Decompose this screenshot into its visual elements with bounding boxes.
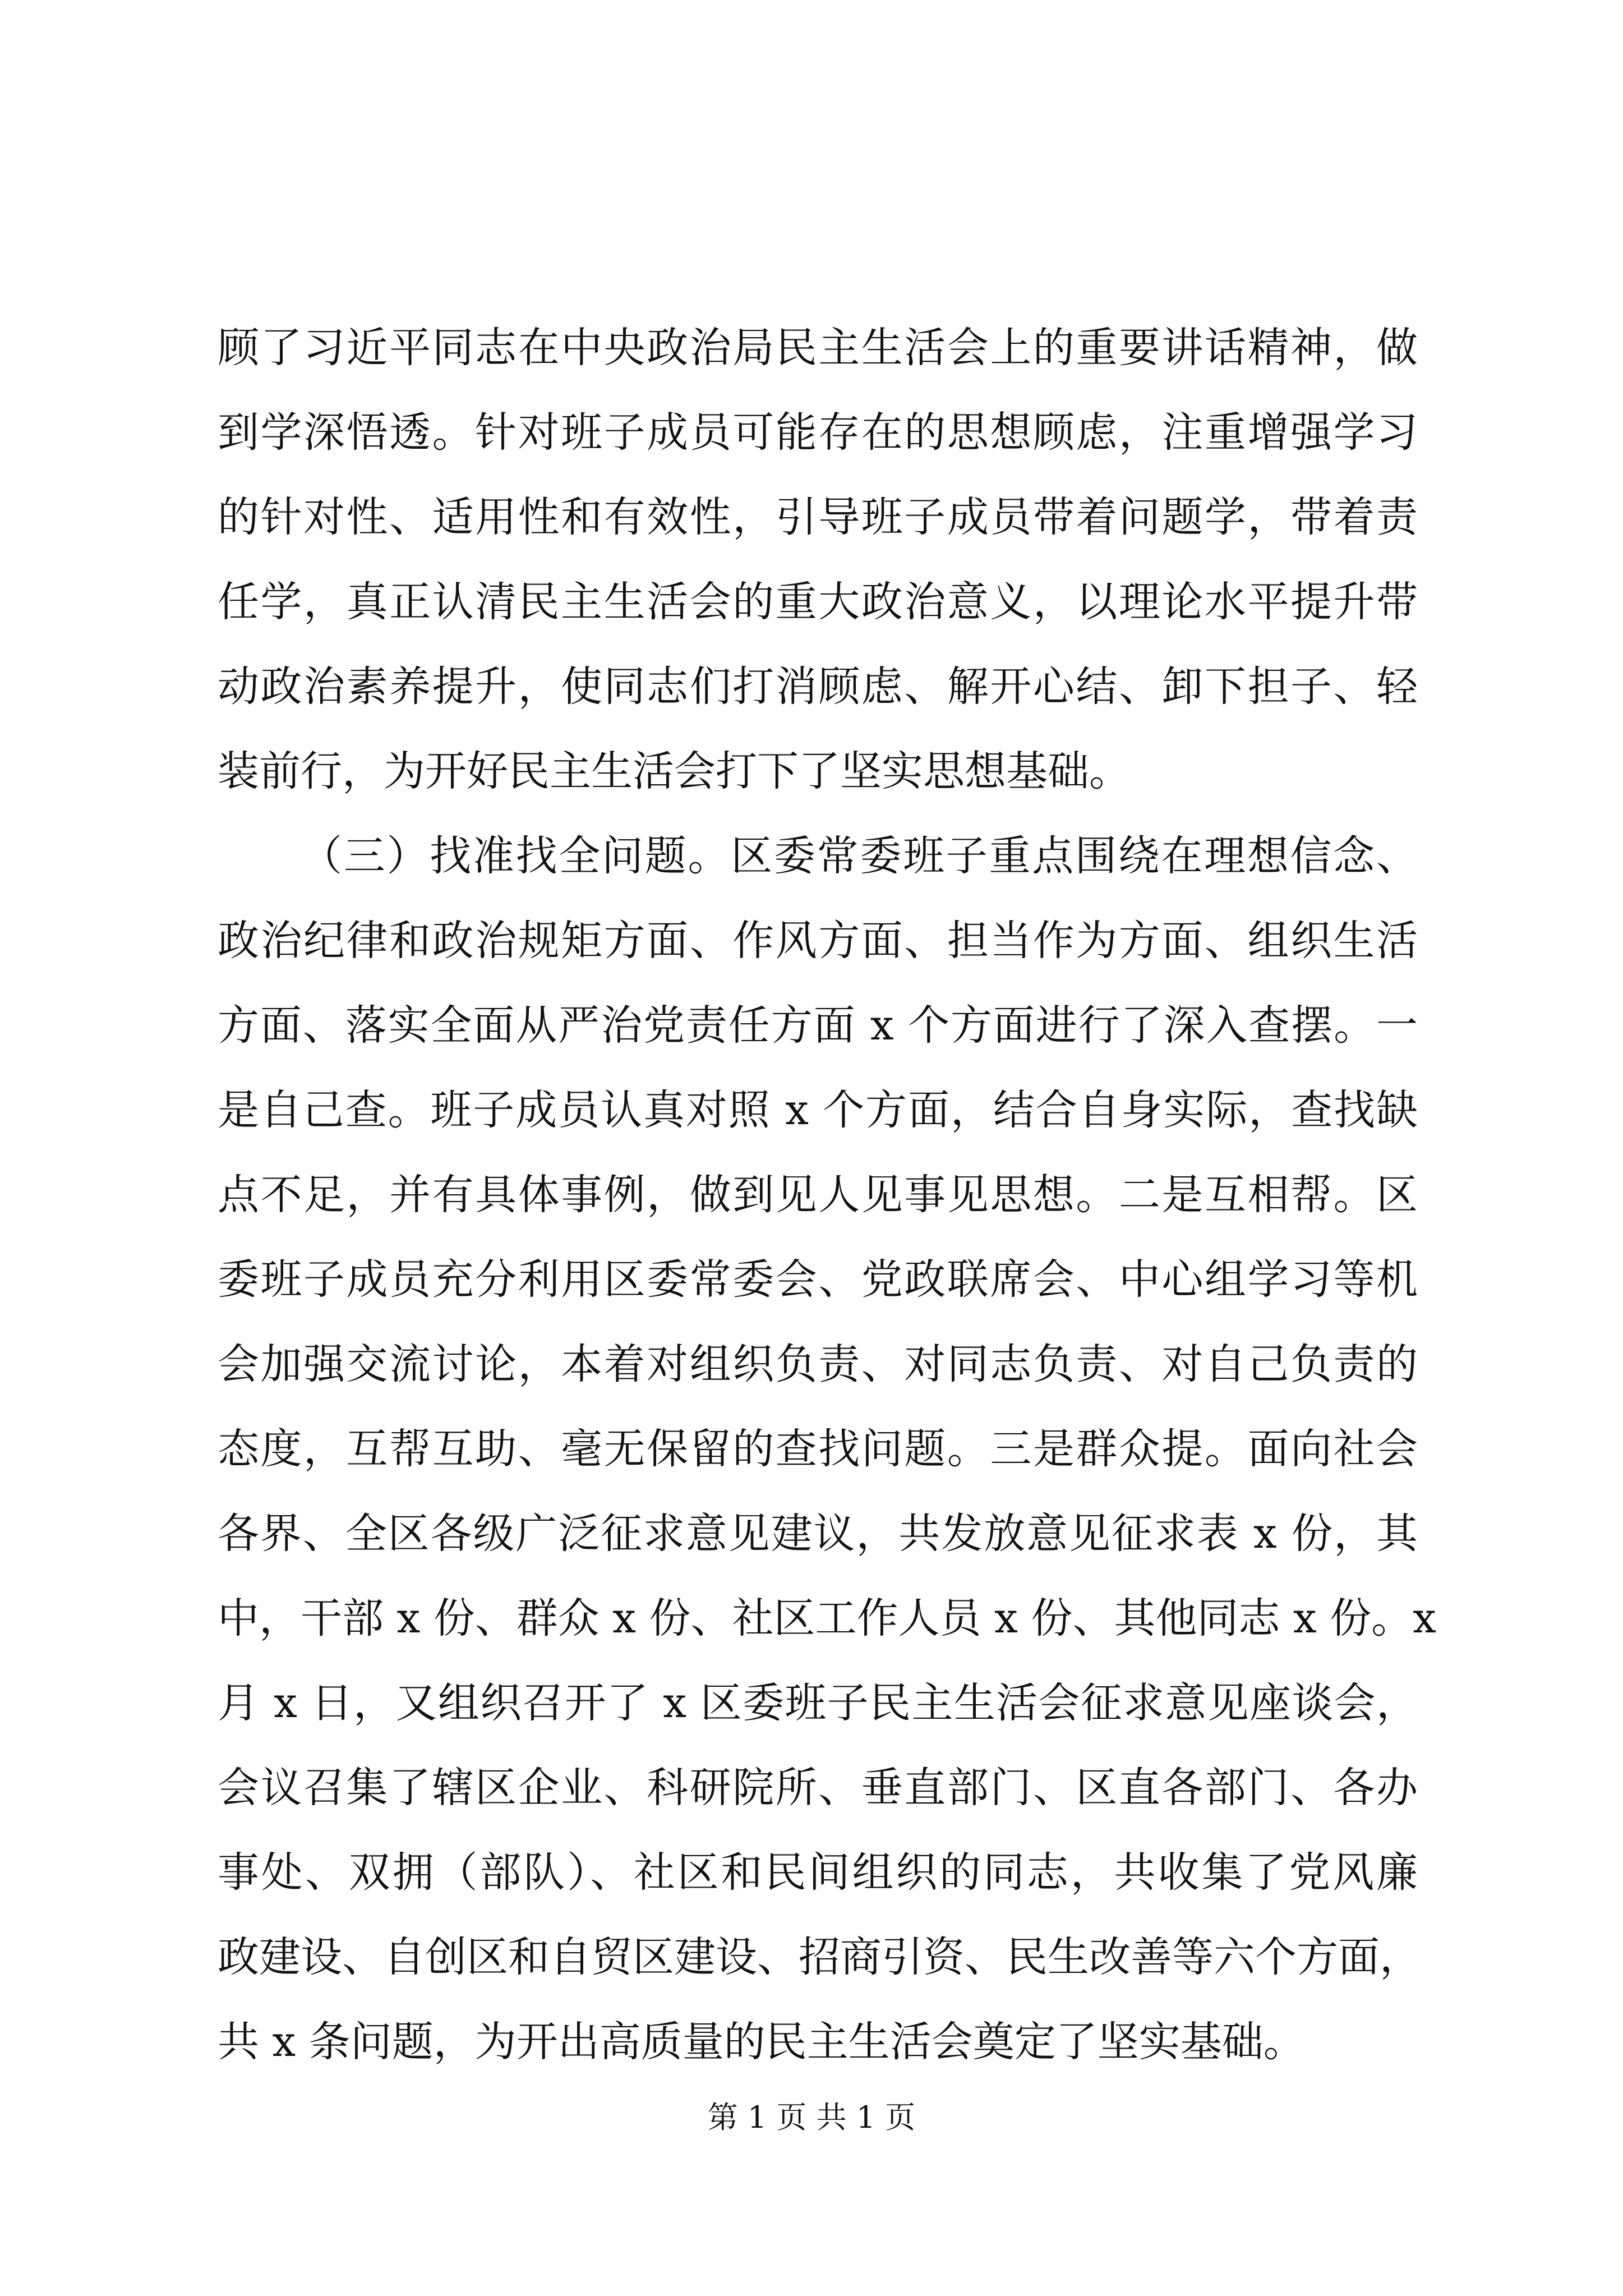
text-line: 点不足，并有具体事例，做到见人见事见思想。二是互相帮。区 — [218, 1171, 1418, 1219]
text-line: 的针对性、适用性和有效性，引导班子成员带着问题学，带着责 — [218, 493, 1418, 541]
text-line: 政治纪律和政治规矩方面、作风方面、担当作为方面、组织生活 — [218, 917, 1418, 965]
text-line: 中，干部 x 份、群众 x 份、社区工作人员 x 份、其他同志 x 份。x — [218, 1594, 1436, 1642]
text-line: 态度，互帮互助、毫无保留的查找问题。三是群众提。面向社会 — [218, 1425, 1418, 1473]
text-line: 共 x 条问题，为开出高质量的民主生活会奠定了坚实基础。 — [218, 2018, 1305, 2066]
text-line: 顾了习近平同志在中央政治局民主生活会上的重要讲话精神，做 — [218, 324, 1418, 372]
text-line: 月 x 日，又组织召开了 x 区委班子民主生活会征求意见座谈会， — [218, 1679, 1418, 1727]
text-line: 政建设、自创区和自贸区建设、招商引资、民生改善等六个方面， — [218, 1933, 1421, 1981]
text-line: 装前行，为开好民主生活会打下了坚实思想基础。 — [218, 747, 1131, 795]
body-text — [218, 306, 1436, 2085]
text-line: 是自己查。班子成员认真对照 x 个方面，结合自身实际，查找缺 — [218, 1086, 1418, 1134]
text-line: 会加强交流讨论，本着对组织负责、对同志负责、对自己负责的 — [218, 1340, 1418, 1388]
text-line: 到学深悟透。针对班子成员可能存在的思想顾虑，注重增强学习 — [218, 408, 1418, 457]
page-number-label: 第 1 页 共 1 页 — [707, 2100, 916, 2135]
text-line: 委班子成员充分利用区委常委会、党政联席会、中心组学习等机 — [218, 1255, 1418, 1304]
text-line: 会议召集了辖区企业、科研院所、垂直部门、区直各部门、各办 — [218, 1764, 1418, 1812]
section-heading-line: （三）找准找全问题。区委常委班子重点围绕在理想信念、 — [301, 832, 1418, 880]
page-footer — [0, 2098, 1623, 2137]
text-line: 各界、全区各级广泛征求意见建议，共发放意见征求表 x 份，其 — [218, 1510, 1418, 1558]
text-line: 事处、双拥（部队）、社区和民间组织的同志，共收集了党风廉 — [218, 1848, 1418, 1897]
text-line: 动政治素养提升，使同志们打消顾虑、解开心结、卸下担子、轻 — [218, 662, 1418, 711]
text-line: 任学，真正认清民主生活会的重大政治意义，以理论水平提升带 — [218, 578, 1418, 626]
text-line: 方面、落实全面从严治党责任方面 x 个方面进行了深入查摆。一 — [218, 1001, 1418, 1050]
